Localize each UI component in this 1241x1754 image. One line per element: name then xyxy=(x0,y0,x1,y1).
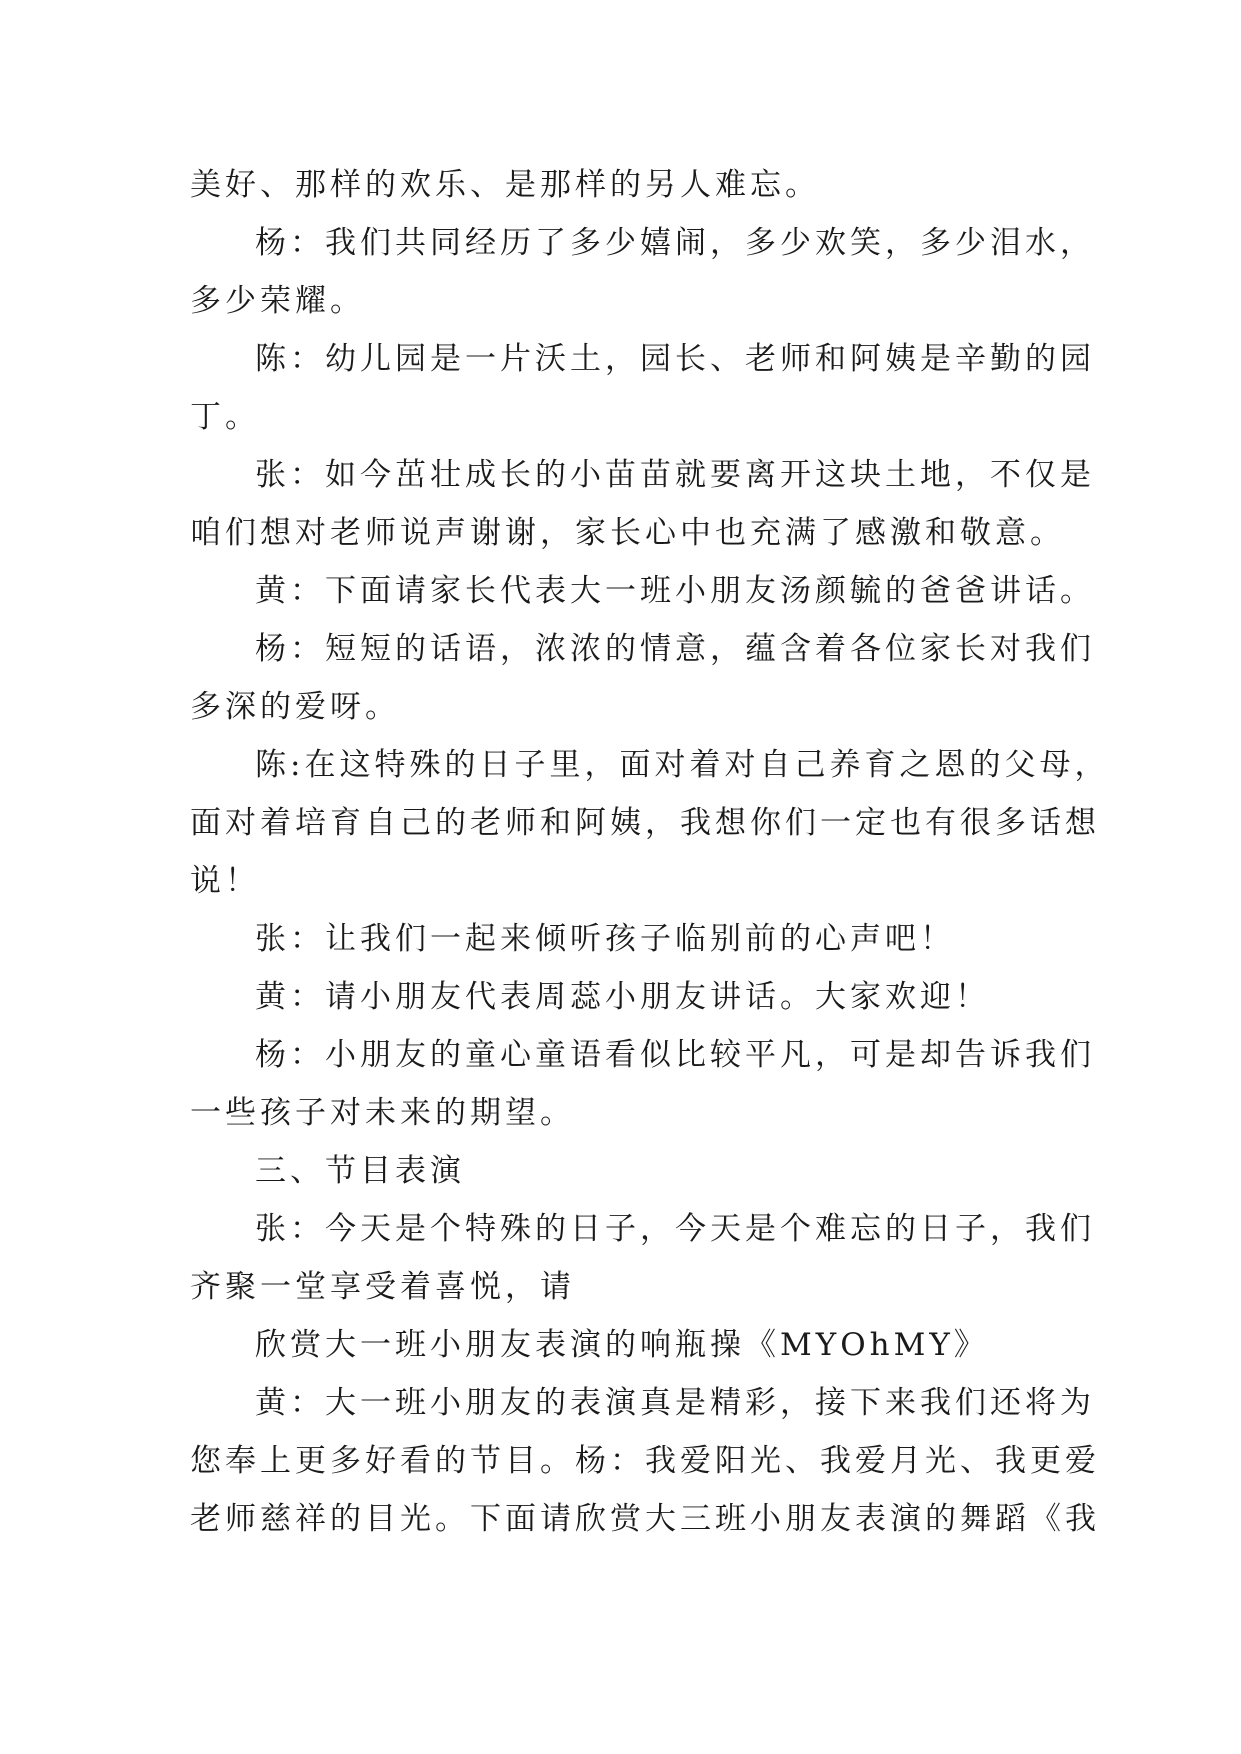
text-line: 多少荣耀。 xyxy=(190,283,365,319)
text-line: 一些孩子对未来的期望。 xyxy=(190,1095,575,1131)
text-line: 黄：大一班小朋友的表演真是精彩，接下来我们还将为 xyxy=(255,1385,1095,1421)
text-line: 面对着培育自己的老师和阿姨，我想你们一定也有很多话想 xyxy=(190,805,1100,841)
text-line: 张：如今茁壮成长的小苗苗就要离开这块土地，不仅是 xyxy=(255,457,1095,493)
text-line: 杨：短短的话语，浓浓的情意，蕴含着各位家长对我们 xyxy=(255,631,1095,667)
text-line: 欣赏大一班小朋友表演的响瓶操《MYOhMY》 xyxy=(255,1327,989,1363)
text-line: 张：今天是个特殊的日子，今天是个难忘的日子，我们 xyxy=(255,1211,1095,1247)
text-line: 黄：请小朋友代表周蕊小朋友讲话。大家欢迎！ xyxy=(255,979,990,1015)
text-line: 陈：幼儿园是一片沃土，园长、老师和阿姨是辛勤的园 xyxy=(255,341,1095,377)
text-line: 说！ xyxy=(190,863,260,899)
text-line: 陈:在这特殊的日子里，面对着对自己养育之恩的父母， xyxy=(255,747,1110,783)
text-line: 丁。 xyxy=(190,399,260,435)
text-line: 老师慈祥的目光。下面请欣赏大三班小朋友表演的舞蹈《我 xyxy=(190,1501,1100,1537)
text-line: 您奉上更多好看的节目。杨：我爱阳光、我爱月光、我更爱 xyxy=(190,1443,1100,1479)
text-line: 杨：我们共同经历了多少嬉闹，多少欢笑，多少泪水， xyxy=(255,225,1095,261)
section-heading: 三、节目表演 xyxy=(255,1153,465,1189)
text-line: 齐聚一堂享受着喜悦，请 xyxy=(190,1269,575,1305)
text-line: 美好、那样的欢乐、是那样的另人难忘。 xyxy=(190,167,820,203)
text-line: 张：让我们一起来倾听孩子临别前的心声吧！ xyxy=(255,921,955,957)
text-line: 杨：小朋友的童心童语看似比较平凡，可是却告诉我们 xyxy=(255,1037,1095,1073)
text-line: 多深的爱呀。 xyxy=(190,689,400,725)
document-page xyxy=(190,156,1110,1548)
text-line: 咱们想对老师说声谢谢，家长心中也充满了感激和敬意。 xyxy=(190,515,1065,551)
text-line: 黄：下面请家长代表大一班小朋友汤颜毓的爸爸讲话。 xyxy=(255,573,1095,609)
